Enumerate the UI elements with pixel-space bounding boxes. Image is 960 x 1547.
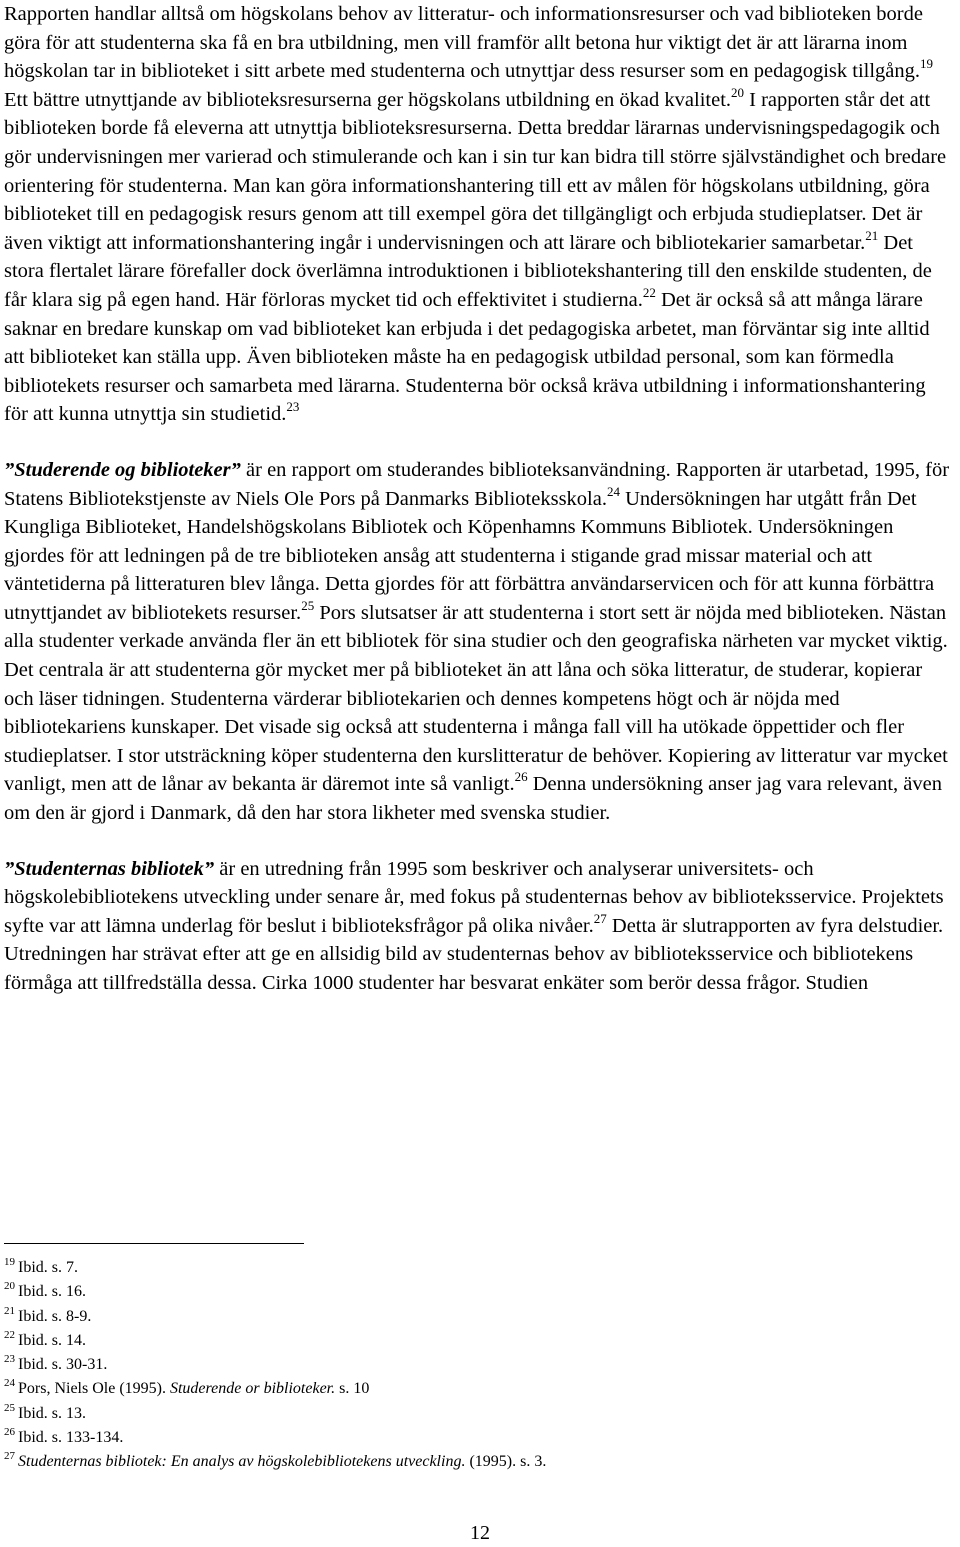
footnote	[4, 1280, 954, 1304]
footnote-number: 19	[4, 1256, 15, 1268]
footnote-ref: 20	[731, 84, 745, 100]
text-run: Ibid. s. 16.	[18, 1283, 86, 1301]
text-run: Ibid. s. 7.	[18, 1259, 78, 1276]
footnote-number: 20	[4, 1280, 15, 1293]
text-run: Undersökningen har utgått från Det Kungliga Biblioteket, Handelshögskolans Bibliotek och Köpenhamns Kommuns Bibliotek. Undersökningen gjordes för att ledningen på de tre biblioteken ansåg att studenterna i stigande grad missar material och att väntetiderna på litteraturen blev långa. Detta gjordes för att förbättra användarservicen och för att kunna förbättra utnyttjandet av bibliotekets resurser.	[4, 487, 935, 624]
footnote-separator	[4, 1243, 304, 1244]
footnote-number: 27	[4, 1450, 15, 1463]
text-run: Pors slutsatser är att studenterna i stort sett är nöjda med biblioteken. Nästan alla studenter verkade använda fler än ett bibliotek för sina studier och den geografiska närheten var mycket viktig. Det centrala är att studenterna gör mycket mer på biblioteket än att låna och söka litteratur, de studerar, kopierar och läser tidningen. Studenterna värderar bibliotekarien och dennes kompetens högt och är nöjda med bibliotekariens kunskaper. Det visade sig också att studenterna i många fall vill ha utökade öppettider och fler studieplatser. I stor utsträckning köper studenterna den kurslitteratur de behöver. Kopiering av litteratur var mycket vanligt, men att de lånar av bekanta är däremot inte så vanligt.	[4, 601, 948, 796]
text-run: I rapporten står det att biblioteken borde få eleverna att utnyttja biblioteksresurserna. Detta breddar lärarnas undervisningspedagogik och gör undervisningen mer varierad och stimulerande och kan i sin tur kan bidra till större självständighet och bredare orientering för studenterna. Man kan göra informationshantering till ett av målen för högskolans utbildning, göra biblioteket till en pedagogisk resurs genom att till exempel göra det tillgängligt och erbjuda studieplatser. Det är även viktigt att informationshantering ingår i undervisningen och att lärare och bibliotekarier samarbetar.	[4, 88, 947, 254]
footnote-number: 24	[4, 1377, 15, 1390]
text-run: Ibid. s. 14.	[18, 1331, 86, 1349]
footnote-number: 25	[4, 1401, 15, 1414]
footnote	[4, 1426, 954, 1450]
italic-text: Studerende or biblioteker.	[169, 1380, 336, 1398]
footnote	[4, 1353, 954, 1377]
footnote-ref: 27	[593, 910, 607, 926]
footnote-number: 23	[4, 1353, 15, 1366]
text-run: Detta är slutrapporten av fyra delstudier. Utredningen har strävat efter att ge en allsidig bild av studenternas behov av biblioteksservice och bibliotekens förmåga att tillfredställa dessa. Cirka 1000 studenter har besvarat enkäter som berör dessa frågor. Studien	[4, 914, 944, 994]
text-run: (1995). s. 3.	[465, 1453, 547, 1471]
text-run: Ett bättre utnyttjande av biblioteksresurserna ger högskolans utbildning en ökad kvalitet.	[4, 88, 732, 111]
text-run: Ibid. s. 133-134.	[18, 1429, 124, 1447]
italic-text: Studenternas bibliotek: En analys av högskolebibliotekens utveckling.	[18, 1453, 466, 1471]
footnote-number: 21	[4, 1304, 15, 1317]
footnote	[4, 1256, 954, 1280]
text-run: Rapporten handlar alltså om högskolans behov av litteratur- och informationsresurser och vad biblioteken borde göra för att studenterna ska få en bra utbildning, men vill framför allt betona hur viktigt det är att lärarna inom högskolan tar in biblioteket i sitt arbete med studenterna och utnyttjar dess resurser som en pedagogisk tillgång.	[4, 3, 923, 83]
text-run: Det stora flertalet lärare förefaller dock överlämna introduktionen i bibliotekshantering till den enskilde studenten, de får klara sig på egen hand. Här förloras mycket tid och effektivitet i studierna.	[4, 231, 932, 311]
footnote-ref: 23	[286, 399, 300, 415]
text-run: Ibid. s. 8-9.	[18, 1307, 92, 1325]
text-run: s. 10	[335, 1380, 370, 1398]
text-run: Det är också så att många lärare saknar en bredare kunskap om vad biblioteket kan erbjuda i det pedagogiska arbetet, man förväntar sig inte alltid att biblioteket kan ställa upp. Även biblioteken måste ha en pedagogisk utbildad personal, som kan förmedla bibliotekets resurser och samarbeta med lärarna. Studenterna bör också kräva utbildning i informationshantering för att kunna utnyttja sin studietid.	[4, 288, 930, 426]
footnote-ref: 19	[920, 56, 934, 72]
document-body	[4, 0, 954, 998]
footnote-number: 22	[4, 1328, 15, 1341]
paragraph	[4, 855, 954, 998]
report-title: ”Studerende og biblioteker”	[4, 458, 241, 481]
footnote	[4, 1305, 954, 1329]
text-run: är en utredning från 1995 som beskriver och analyserar universitets- och högskolebibliotekens utveckling under senare år, med fokus på studenternas behov av biblioteksservice. Projektets syfte var att lämna underlag för beslut i biblioteksfrågor på olika nivåer.	[4, 857, 944, 937]
footnote	[4, 1450, 954, 1474]
text-run: Ibid. s. 30-31.	[18, 1356, 108, 1374]
report-title: ”Studenternas bibliotek”	[4, 857, 215, 880]
footnote-ref: 22	[642, 284, 656, 300]
footnote-ref: 21	[865, 227, 879, 243]
page-number: 12	[470, 1522, 490, 1544]
footnote-number: 26	[4, 1426, 15, 1439]
text-run: Denna undersökning anser jag vara relevant, även om den är gjord i Danmark, då den har stora likheter med svenska studier.	[4, 773, 942, 825]
footnotes	[4, 1256, 954, 1475]
text-run: är en rapport om studerandes biblioteksanvändning. Rapporten är utarbetad, 1995, för Statens Bibliotekstjenste av Niels Ole Pors på Danmarks Biblioteksskola.	[4, 458, 950, 510]
text-run: Pors, Niels Ole (1995).	[18, 1380, 170, 1398]
footnote	[4, 1329, 954, 1353]
footnote	[4, 1402, 954, 1426]
paragraph	[4, 456, 954, 828]
footnote-ref: 25	[301, 597, 315, 613]
paragraph	[4, 0, 954, 429]
text-run: Ibid. s. 13.	[18, 1404, 86, 1422]
footnote-ref: 26	[514, 769, 528, 785]
footnote-ref: 24	[606, 483, 620, 499]
footnote	[4, 1377, 954, 1401]
